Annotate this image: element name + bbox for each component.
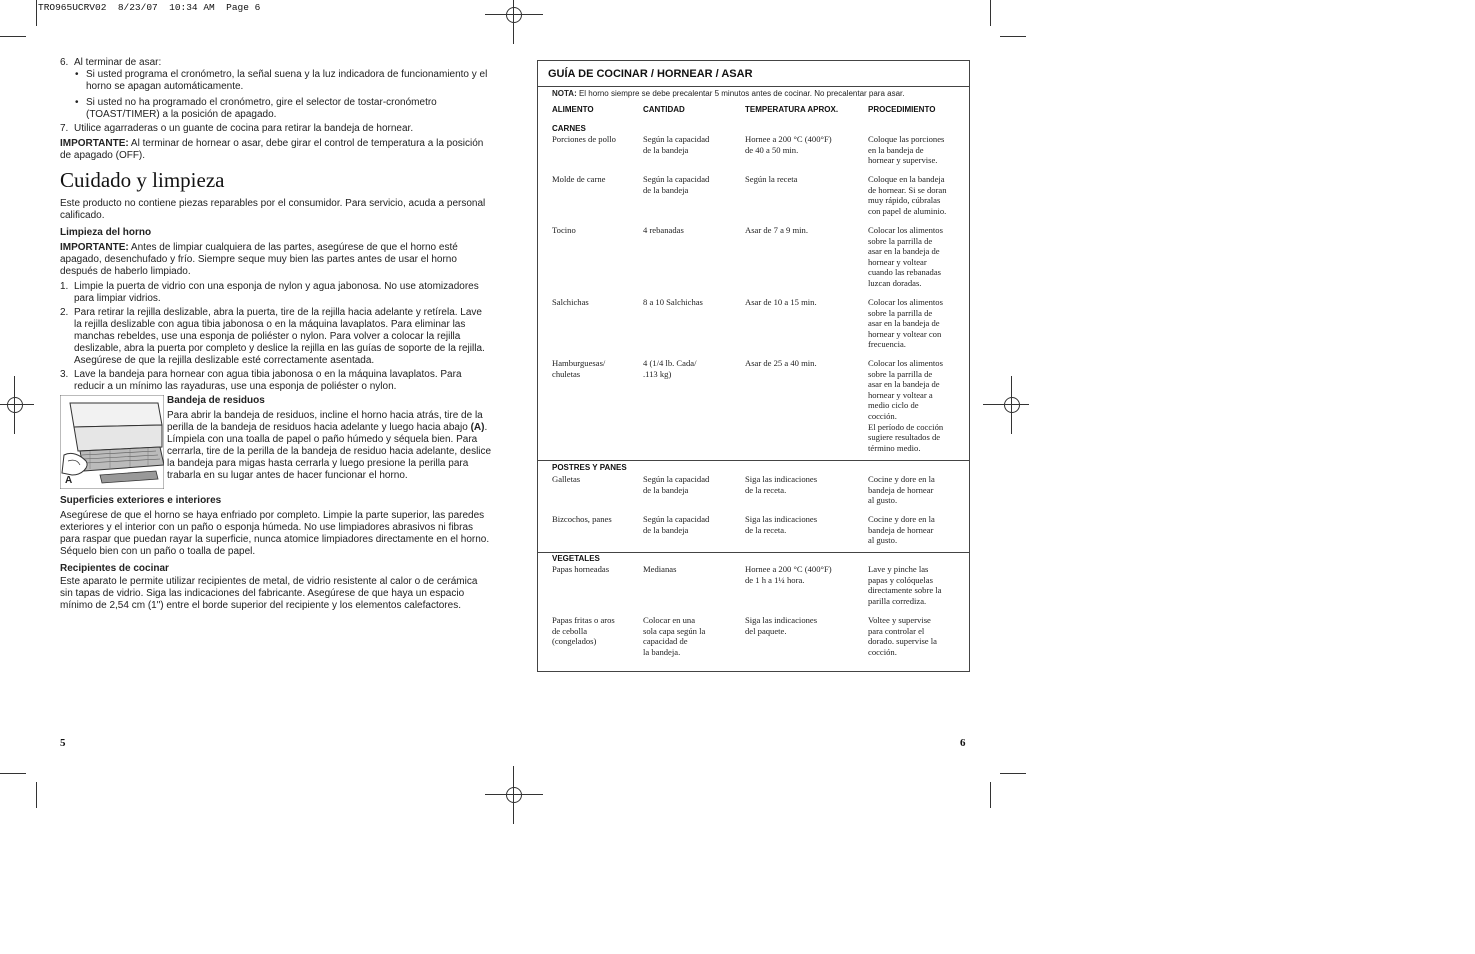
crop-mark (990, 782, 991, 808)
crumb-tray-text (167, 395, 492, 482)
bullet-item (60, 69, 492, 93)
cell-cantidad: Según la capacidad de la bandeja (643, 514, 710, 535)
cell-temperatura: Hornee a 200 °C (400°F) de 40 a 50 min. (745, 134, 832, 155)
cell-cantidad: Según la capacidad de la bandeja (643, 134, 710, 155)
section-label-vegetales: VEGETALES (552, 554, 600, 563)
cell-alimento: Hamburguesas/ chuletas (552, 358, 606, 379)
cell-temperatura: Asar de 25 a 40 min. (745, 358, 817, 368)
cell-temperatura: Siga las indicaciones del paquete. (745, 615, 818, 636)
cell-procedimiento: Coloque en la bandeja de hornear. Si se doran muy rápido, cúbralas con papel de aluminio. (868, 174, 947, 216)
list-number: 7. (60, 123, 69, 134)
bullet-text: Si usted no ha programado el cronómetro, gire el selector de tostar-cronómetro (TOAST/TIMER) a la posición de apagado. (86, 97, 437, 120)
section-heading: Cuidado y limpieza (60, 168, 225, 192)
cell-temperatura: Siga las indicaciones de la receta. (745, 474, 818, 495)
column-header-procedimiento: PROCEDIMIENTO (868, 105, 936, 114)
crumb-tray-paragraph (167, 410, 492, 482)
list-item (60, 307, 492, 367)
list-text: Limpie la puerta de vidrio con una esponja de nylon y agua jabonosa. No use atomizadores para limpiar vidrios. (74, 281, 479, 304)
registration-mark (0, 390, 30, 420)
list-number: 2. (60, 307, 69, 318)
note-label: NOTA: (552, 89, 577, 98)
cell-temperatura: Hornee a 200 °C (400°F) de 1 h a 1¼ hora. (745, 564, 832, 585)
crop-mark (1000, 773, 1026, 774)
cell-cantidad: Colocar en una sola capa según la capacidad de la bandeja. (643, 615, 706, 657)
column-header-cantidad: CANTIDAD (643, 105, 685, 114)
cell-cantidad: Medianas (643, 564, 677, 574)
crop-mark (0, 773, 26, 774)
important-text: Antes de limpiar cualquiera de las partes, asegúrese de que el horno esté apagado, desenchufado y frío. Siempre seque muy bien las partes antes de usar el horno después de haberlo limpiado. (60, 242, 458, 277)
page-number-right: 6 (960, 737, 966, 749)
subheading-superficies: Superficies exteriores e interiores (60, 495, 222, 506)
figure-label: A (65, 475, 73, 486)
cell-procedimiento: Colocar los alimentos sobre la parrilla de asar en la bandeja de hornear y voltear con frecuencia. (868, 297, 943, 350)
subheading-bandeja: Bandeja de residuos (167, 395, 265, 406)
bullet-icon: • (75, 97, 79, 108)
section-divider (538, 552, 969, 553)
list-item (60, 123, 492, 135)
cell-procedimiento: Colocar los alimentos sobre la parrilla de asar en la bandeja de hornear y voltear cuando las rebanadas luzcan doradas. (868, 225, 943, 288)
registration-mark (997, 390, 1027, 420)
paragraph-text: Para abrir la bandeja de residuos, incline el horno hacia atrás, tire de la perilla de la bandeja de residuos hacia adelante y luego hacia abajo (167, 410, 483, 433)
bullet-item (60, 97, 492, 121)
cell-alimento: Papas fritas o aros de cebolla (congelados) (552, 615, 615, 647)
list-item (60, 369, 492, 393)
page-number-left: 5 (60, 737, 66, 749)
list-number: 1. (60, 281, 69, 292)
crop-mark (0, 36, 26, 37)
cell-cantidad: Según la capacidad de la bandeja (643, 474, 710, 495)
section-label-postres: POSTRES Y PANES (552, 463, 627, 472)
cell-procedimiento: Cocine y dore en la bandeja de hornear al gusto. (868, 474, 935, 506)
cell-temperatura: Asar de 7 a 9 min. (745, 225, 809, 235)
subheading-recipientes: Recipientes de cocinar (60, 563, 169, 574)
list-text: Lave la bandeja para hornear con agua tibia jabonosa o en la máquina lavaplatos. Para reducir a un mínimo las rayaduras, use una esponja de poliéster o nylon. (74, 369, 462, 392)
cell-cantidad: 4 rebanadas (643, 225, 684, 235)
cell-alimento: Papas horneadas (552, 564, 610, 574)
cell-cantidad: 8 a 10 Salchichas (643, 297, 703, 307)
intro-paragraph: Este producto no contiene piezas reparables por el consumidor. Para servicio, acuda a personal calificado. (60, 198, 486, 221)
cell-procedimiento: Coloque las porciones en la bandeja de hornear y supervise. (868, 134, 945, 166)
list-text: Para retirar la rejilla deslizable, abra la puerta, tire de la rejilla hacia adelante y retírela. Lave la rejilla deslizable con agua tibia jabonosa o en la máquina lavaplatos. Para eliminar las manchas rebeldes, use una esponja de poliéster o nylon. Para volver a colocar la rejilla deslizable, abra la puerta por completo y deslice la rejilla en las guías de soporte de la rejilla. Asegúrese de que la rejilla deslizable esté correctamente asentada. (74, 307, 485, 366)
registration-mark (499, 780, 529, 810)
section-divider (538, 460, 969, 461)
column-header-temperatura: TEMPERATURA APROX. (745, 105, 839, 114)
cell-alimento: Porciones de pollo (552, 134, 616, 144)
cell-procedimiento: Lave y pinche las papas y colóquelas directamente sobre la parilla corrediza. (868, 564, 942, 606)
crop-mark (1000, 36, 1026, 37)
bullet-icon: • (75, 69, 79, 80)
cell-temperatura: Según la receta (745, 174, 798, 184)
cooking-guide-table (537, 60, 970, 672)
crop-mark (990, 0, 991, 26)
note-text: El horno siempre se debe precalentar 5 minutos antes de cocinar. No precalentar para asar. (576, 89, 905, 98)
table-title-bar (538, 61, 969, 87)
superficies-paragraph: Asegúrese de que el horno se haya enfriado por completo. Limpie la parte superior, las paredes exteriores y el interior con un paño o esponja húmeda. No use limpiadores abrasivos ni fibras para raspar que puedan rayar la superficie, nunca atomice limpiadores directamente en el horno. Séquelo bien con un paño o toalla de papel. (60, 510, 490, 557)
cell-alimento: Molde de carne (552, 174, 606, 184)
list-text: Utilice agarraderas o un guante de cocina para retirar la bandeja de hornear. (74, 123, 414, 134)
crop-mark (36, 0, 37, 26)
important-note (60, 138, 492, 162)
cell-temperatura: Siga las indicaciones de la receta. (745, 514, 818, 535)
figure-ref: (A) (470, 422, 485, 433)
table-title: GUÍA DE COCINAR / HORNEAR / ASAR (548, 68, 753, 80)
list-number: 6. (60, 57, 69, 68)
column-header-alimento: ALIMENTO (552, 105, 594, 114)
list-item (60, 281, 492, 305)
cell-alimento: Galletas (552, 474, 581, 484)
important-label: IMPORTANTE: (60, 138, 129, 149)
cell-alimento: Tocino (552, 225, 576, 235)
list-item (60, 57, 492, 69)
section-label-carnes: CARNES (552, 124, 586, 133)
cell-temperatura: Asar de 10 a 15 min. (745, 297, 817, 307)
cell-procedimiento: Voltee y supervise para controlar el dorado. supervise la cocción. (868, 615, 937, 657)
list-text: Al terminar de asar: (74, 57, 162, 68)
paragraph-text: . Límpiela con una toalla de papel o paño húmedo y séquela bien. Para cerrarla, tire de la perilla de la bandeja de residuo hacia adelante, deslice la bandeja para migas hasta cerrarla y luego presione la perilla para trabarla en su lugar antes de hacer funcionar el horno. (167, 422, 492, 481)
bullet-text: Si usted programa el cronómetro, la señal suena y la luz indicadora de funcionamiento y el horno se apagan automáticamente. (86, 69, 488, 92)
table-note (552, 89, 904, 98)
important-note-2 (60, 242, 492, 278)
registration-mark (499, 0, 529, 30)
left-page (60, 57, 492, 612)
cell-alimento: Bizcochos, panes (552, 514, 612, 524)
cell-cantidad: 4 (1/4 lb. Cada/ .113 kg) (643, 358, 697, 379)
cell-procedimiento: Cocine y dore en la bandeja de hornear al gusto. (868, 514, 935, 546)
list-number: 3. (60, 369, 69, 380)
crop-mark (36, 782, 37, 808)
crumb-tray-illustration (60, 395, 164, 489)
important-label: IMPORTANTE: (60, 242, 129, 253)
cell-cantidad: Según la capacidad de la bandeja (643, 174, 710, 195)
subheading-limpieza: Limpieza del horno (60, 227, 152, 238)
important-text: Al terminar de hornear o asar, debe girar el control de temperatura a la posición de apagado (OFF). (60, 138, 484, 161)
cell-procedimiento: Colocar los alimentos sobre la parrilla de asar en la bandeja de hornear y voltear a medio ciclo de cocción. El período de cocción sugiere resultados de término medio. (868, 358, 944, 453)
print-slug: TRO965UCRV02 8/23/07 10:34 AM Page 6 (38, 2, 261, 13)
crumb-tray-section (60, 395, 492, 491)
recipientes-paragraph: Este aparato le permite utilizar recipientes de metal, de vidrio resistente al calor o de cerámica sin tapas de vidrio. Siga las indicaciones del fabricante. Asegúrese de que haya un espacio mínimo de 2,54 cm (1") entre el borde superior del recipiente y los elementos calefactores. (60, 576, 478, 611)
cell-alimento: Salchichas (552, 297, 589, 307)
